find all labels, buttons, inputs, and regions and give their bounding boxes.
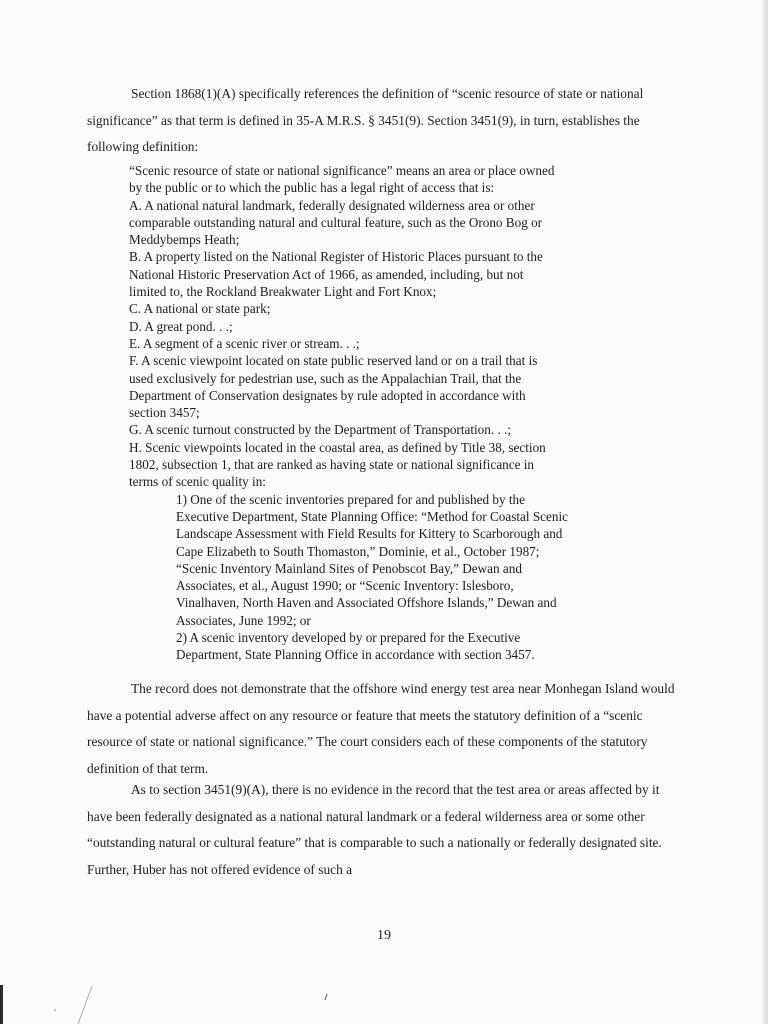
quote-line: Department of Conservation designates by rule adopted in accordance with	[129, 387, 526, 403]
quote-subitem-line: Vinalhaven, North Haven and Associated Offshore Islands,” Dewan and	[176, 595, 557, 611]
quote-line: F. A scenic viewpoint located on state public reserved land or on a trail that is	[129, 353, 538, 369]
quote-line: G. A scenic turnout constructed by the Department of Transportation. . .;	[129, 422, 512, 438]
quote-line: “Scenic resource of state or national significance” means an area or place owned	[129, 163, 555, 178]
paragraph-section-a: As to section 3451(9)(A), there is no evidence in the record that the test area or areas affected by it have been federally designated as a national natural landmark or a federal wilderness area or some other “outstanding natural or cultural feature” that is comparable to such a nationally or federally designated site. Further, Huber has not offered evidence of such a	[87, 782, 662, 877]
paragraph-record: The record does not demonstrate that the offshore wind energy test area near Monhegan Island would have a potential adverse affect on any resource or feature that meets the statutory definition of a “scenic resource of state or national significance.” The court considers each of these components of the statutory definition of that term.	[87, 681, 675, 776]
quote-subitem-line: Executive Department, State Planning Office: “Method for Coastal Scenic	[176, 508, 568, 524]
quote-subitem-line: Cape Elizabeth to South Thomaston,” Dominie, et al., October 1987;	[176, 543, 540, 559]
quote-subitem-line: Department, State Planning Office in accordance with section 3457.	[176, 647, 535, 663]
quote-line: B. A property listed on the National Register of Historic Places pursuant to the	[129, 249, 543, 265]
quote-line: A. A national natural landmark, federally designated wilderness area or other	[129, 197, 535, 213]
quote-line: E. A segment of a scenic river or stream. . .;	[129, 335, 360, 351]
quote-line: H. Scenic viewpoints located in the coastal area, as defined by Title 38, section	[129, 439, 546, 455]
quote-line: comparable outstanding natural and cultural feature, such as the Orono Bog or	[129, 214, 543, 230]
page-number: 19	[377, 928, 391, 943]
quote-subitem-line: 2) A scenic inventory developed by or prepared for the Executive	[176, 630, 521, 646]
quote-line: section 3457;	[129, 405, 200, 421]
quote-line: National Historic Preservation Act of 1966, as amended, including, but not	[129, 266, 524, 282]
quote-subitem-line: Associates, June 1992; or	[176, 612, 311, 628]
quote-line: Meddybemps Heath;	[129, 232, 240, 248]
quote-subitem-line: “Scenic Inventory Mainland Sites of Penobscot Bay,” Dewan and	[176, 560, 522, 576]
quote-line: 1802, subsection 1, that are ranked as having state or national significance in	[129, 457, 535, 473]
scan-artifact-stroke	[78, 986, 92, 1024]
quote-subitem-line: Landscape Assessment with Field Results for Kittery to Scarborough and	[176, 526, 563, 542]
quote-subitem-line: Associates, et al., August 1990; or “Scenic Inventory: Islesboro,	[176, 578, 514, 594]
scan-artifact-dot	[54, 1009, 56, 1011]
quote-line: used exclusively for pedestrian use, such as the Appalachian Trail, that the	[129, 370, 522, 386]
scan-artifact-dot	[325, 994, 327, 1000]
paragraph-intro: Section 1868(1)(A) specifically references the definition of “scenic resource of state or national significance” as that term is defined in 35-A M.R.S. § 3451(9). Section 3451(9), in turn, establishes the following definition:	[87, 86, 644, 154]
quote-line: terms of scenic quality in:	[129, 474, 266, 490]
quote-line: D. A great pond. . .;	[129, 318, 233, 334]
quote-line: C. A national or state park;	[129, 301, 271, 317]
quote-subitem-line: 1) One of the scenic inventories prepared for and published by the	[176, 491, 525, 507]
quote-line: by the public or to which the public has a legal right of access that is:	[129, 180, 495, 196]
quote-line: limited to, the Rockland Breakwater Light and Fort Knox;	[129, 284, 437, 300]
